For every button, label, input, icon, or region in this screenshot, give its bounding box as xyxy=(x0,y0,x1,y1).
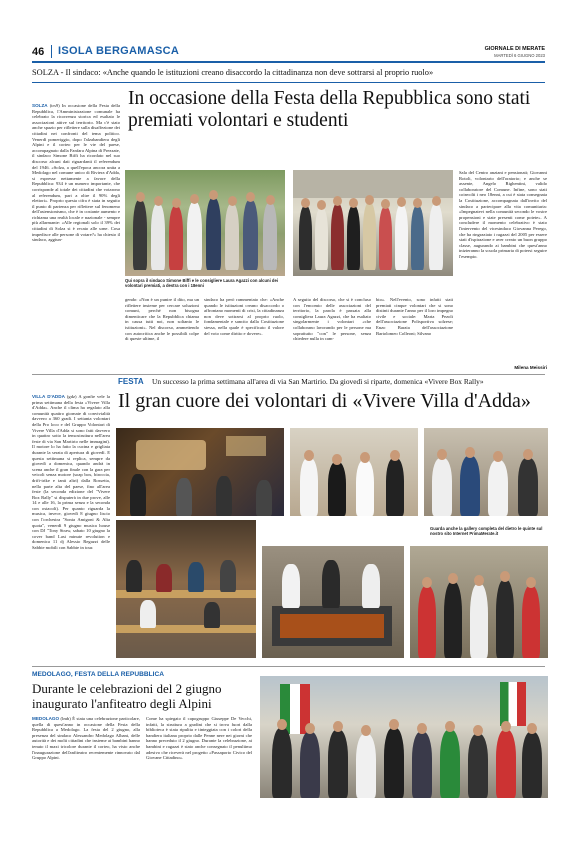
article2-col1-text: A gonfie vele la prima settimana della festa «Vivere Villa d'Adda». Anche il clima ha regalato alla comunità quattro giornate di convivialità davvero a 360 gradi. I settanta volontari della Pro loco e del Gruppo Volontari di Vivere Villa d'Adda si sono fatti davvero in quattro sotto la tensostruttura nell'area feste di via San Martirio nelle immagini). Il motore lo ha fatto la cucina e grigliata durante la serata di apertura di giovedì. E questa settimana si replica, sempre da giovedì a domenica, quando andrà in scena anche il gran finale con la gara per veicoli senza motore (soap box, biroccia, drift-trike e tanti altri) dalla Rossetta, nella parte alta del paese, fino all'area feste (la seconda edizione del "Vivere Box Rally" si disputerà in due prove, alle 14 e alle 16, la prima senza e la seconda con ostacoli). Per quanto riguarda la musica, invece, giovedì 8 giugno liscio con l'orchestra "Sonia Amigoni & Alta quota", venerdì 9 giugno musica house con DJ "Tony Straw, sabato 10 giugno la cover band Last minute revolution e domenica 11 dj Alessio Regazzi delle Sabbie mobili con Sabbie in tour. xyxy=(32,394,110,551)
article1-dateline-meta: (trs9) xyxy=(49,103,60,108)
article2-kicker: Un successo la prima settimana all'area di via San Martirio. Da giovedì si riparte, domenica «Vivere Box Rally» xyxy=(152,377,484,386)
article2-photo-tent-night xyxy=(116,428,284,516)
article2-photo-tables xyxy=(116,520,256,658)
article3-title: Durante le celebrazioni del 2 giugno inaugurato l'anfiteatro degli Alpini xyxy=(32,681,222,711)
article3-top-rule xyxy=(32,666,545,667)
article3-col1-text: È stata una celebrazione particolare, quella di quest'anno in occasione della Festa della Repubblica a Medolago. La festa del 2 giugno, alla presenza del sindaco Alessandro Medolago Albani, delle autorità e dei molti cittadini che insieme ai bambini hanno tenuto il maxi tricolore durante il corteo, ha visto anche l'inaugurazione dell'anfiteatro recentemente rinnovato dal Gruppo Alpini. xyxy=(32,716,140,761)
article2-title: Il gran cuore dei volontari di «Vivere Villa d'Adda» xyxy=(118,390,531,412)
section-title: ISOLA BERGAMASCA xyxy=(58,45,180,57)
article3-kicker: MEDOLAGO, FESTA DELLA REPUBBLICA xyxy=(32,671,164,678)
issue-date: MARTEDÌ 6 GIUGNO 2023 xyxy=(494,53,545,58)
article2-kicker-label: FESTA xyxy=(118,377,144,386)
paper-name: GIORNALE DI MERATE xyxy=(484,46,545,52)
article2-photo-grill xyxy=(262,546,404,658)
article2-dateline: VILLA D'ADDA xyxy=(32,394,65,399)
article1-col1-text: In occasione della Festa della Repubblica, l'Amministrazione comunale ha celebrato la ricorrenza storica ed esaltato le associazioni attive sul territorio. Ma c'è stato anche spazio per riflettere sulla disaffezione dei cittadini nei confronti del tema politico. Venerdì pomeriggio, dopo l'alzabandiera degli Alpini e il corteo per le vie del paese, accompagnato dalla Fanfara Alpina di Prezzate, il sindaco Simone Biffi ha ricordato nel suo discorso alcuni dati riguardanti il referendum del 1946. «Solza, a quell'epoca ancora unita a Medolago nel comune unico di Riviera d'Adda, si espresse nettamente a favore della Repubblica: 934 è un numero importante, che corrisponde al totale dei cittadini che votarono al referendum, pari a oltre il 90% degli elettori». Proprio questa cifra è stata in seguito il punto di partenza per riflettere sul fenomeno dell'astensionismo, che è in costante aumento e richiama una realtà locale e nazionale - sempre più allarmante: «Alle regionali solo il 39% dei cittadini di Solza si è recato alle urne. Cosa impedisce alle persone di votare?» ha chiesto il sindaco, aggiun- xyxy=(32,103,120,243)
article2-column-1 xyxy=(32,394,110,658)
article1-column-2: gendo: «Non è un punire il dito, ma un riflettere insieme per cercare soluzioni comuni, perché non bisogna dimenticare che la Repubblica chiama in causa tutti noi, non soltanto le istituzioni». Nel discorso, ammettendo con autocritica anche le possibili colpe di queste ultime, il xyxy=(125,297,199,342)
article1-title: In occasione della Festa della Repubblica sono stati premiati volontari e studenti xyxy=(128,88,531,131)
article1-column-1 xyxy=(32,103,120,365)
article2-photo-kitchen xyxy=(290,428,418,516)
article2-top-rule xyxy=(32,374,545,375)
article1-dateline: SOLZA xyxy=(32,103,48,108)
article1-kicker-rule xyxy=(32,82,545,83)
article3-dateline: MEDOLAGO xyxy=(32,716,60,721)
article1-column-5: bio». Nell'evento, sono infatti stati premiati cinque volontari che si sono distinti durante l'anno per il loro impegno civile e sociale: Maria Pezoli dell'associazione Polisportiva solzese; Enzo Baraia dell'associazione Bartolomeo Colleoni; Silvano xyxy=(376,297,453,336)
article3-dateline-meta: (lmb) xyxy=(60,716,71,721)
article2-gallery-caption: Guarda anche la gallery completa del dietro le quinte sul nostro sito Internet PrimaMerate.it xyxy=(430,526,543,536)
article1-column-3: sindaco ha però rammentato che: «Anche quando le istituzioni creano disaccordo o affrontano momenti di crisi, la cittadinanza non deve sottrarsi al proprio ruolo, fondamentale e sancito dalla Costituzione stessa, nella quale è specificato il valore del voto come diritto e dovere». xyxy=(204,297,284,336)
article1-byline: Milena Meissiri xyxy=(514,365,547,370)
article2-photo-cooks xyxy=(424,428,548,516)
header-divider-vertical xyxy=(51,45,52,58)
article3-photo-ceremony xyxy=(260,676,548,798)
article1-kicker: SOLZA - Il sindaco: «Anche quando le istituzioni creano disaccordo la cittadinanza non deve sottrarsi al proprio ruolo» xyxy=(32,68,434,77)
article3-column-1 xyxy=(32,716,140,798)
article1-photo-caption: Qui sopra il sindaco Simone Biffi e le consigliere Laura Agazzi con alcuni dei volontari premiati, a destra con i 18enni xyxy=(125,278,278,288)
article1-column-4: A seguito del discorso, che si è concluso con l'encomio delle associazioni del territorio, la parola è passata alla consigliera Laura Agazzi, che ha esaltato singolarmente i volontari «che collaborano lavorando per le persone ma soprattutto "con" le persone, senza chiedere nulla in cam- xyxy=(293,297,371,342)
header-rule xyxy=(32,61,545,63)
article2-photo-volunteers-group xyxy=(410,546,548,658)
article2-dateline-meta: (gdz) xyxy=(66,394,77,399)
article3-column-2: Come ha spiegato il capogruppo Giuseppe De Vecchi, infatti, la struttura a gradini che si trova fuori dalla biblioteca è stata ripulita e tinteggiata con i colori della bandiera italiana proprio dalle Penne nere nei giorni che hanno preceduto il 2 giugno. Durante la celebrazione, ai bambini e ragazzi è stato anche consegnato il penultimo adesivo che riceverà nel progetto «Passaporto Civico del Giovane Cittadino». xyxy=(146,716,252,761)
article1-photo-volunteers xyxy=(125,170,285,276)
article1-photo-18enni xyxy=(293,170,453,276)
page-number: 46 xyxy=(32,46,45,58)
article1-column-6: Sala del Centro anziani e pensionati; Giovanni Rotoli, volontario dell'oratorio; e anche se assente, Angelo Righentini, valido collaboratore del Comune. Infine, sono stati coinvolti i neo 18enni, a cui è stata consegnata la Costituzione, accompagnata dall'invito del sindaco a partecipare alla vita comunitaria: «Impegnatevi nella comunità secondo le vostre propensioni e siate presenti come potete». A concludere il momento celebrativo è stato l'intervento del vicesindaco Giovanna Perego, che ha ringraziato i ragazzi del 2005 per essere stati d'ispirazione e aver creato un buon gruppo classe, augurando ai bambini che quest'anno inizieranno la scuola primaria di potersi seguire l'esempio. xyxy=(459,170,547,259)
